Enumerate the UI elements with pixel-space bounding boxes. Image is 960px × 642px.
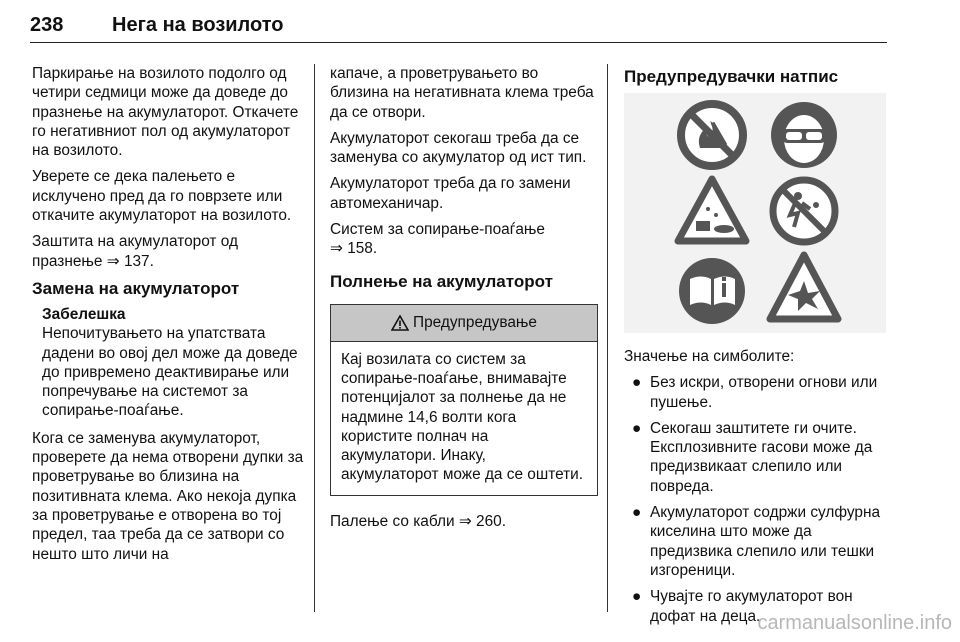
paragraph-vent: капаче, а проветрувањето во близина на негативната клема треба да се отвори. [330,65,594,121]
paragraph-same-type: Акумулаторот секогаш треба да се заменува со акумулатор од ист тип. [330,129,587,167]
page-header [30,8,887,43]
page-number: 238 [30,14,64,36]
warning-title: Предупредување [413,314,537,332]
warning-triangle-icon [391,315,409,331]
bullet-icon: ● [632,504,642,522]
heading-battery-charging: Полнење на акумулаторот [330,271,553,291]
page-ref-icon: ⇒ [330,240,343,258]
protection-text: Заштита на акумулаторот од празнење [32,233,238,270]
list-item-text: Чувајте го акумулаторот вон дофат на деца. [650,588,853,625]
list-item [624,503,886,580]
explosion-warning-icon [770,255,838,319]
eye-protection-icon [771,102,837,168]
paragraph-jump-start [330,512,598,531]
paragraph-ignition: Уверете се дека палењето е исклучено пред да го поврзете или откачите акумулаторот на возилото. [32,168,292,225]
note-block [32,305,304,421]
page-ref-link[interactable]: 260. [476,512,506,530]
warning-header [331,305,597,342]
bullet-icon: ● [632,588,642,606]
page-ref-icon: ⇒ [458,512,472,530]
symbols-list [624,373,886,626]
page-ref-link[interactable]: 137. [123,252,154,270]
list-item-text: Акумулаторот содржи сулфурна киселина што може да предизвика слепило или тешки изгореници. [650,504,881,579]
list-item [624,419,886,496]
column-divider [314,64,315,612]
read-manual-icon [679,258,745,324]
paragraph-stop-start [330,220,598,259]
jump-start-text: Палење со кабли [330,512,459,530]
note-text: Непочитувањето на упатствата дадени во овој дел може да доведе до привремено деактивирање или попречување на системот за сопирање-поаѓање. [42,325,298,420]
column-3 [624,64,886,633]
page-title: Нега на возилото [112,14,284,36]
column-2 [330,64,598,538]
symbols-intro: Значење на симболите: [624,348,795,365]
bullet-icon: ● [632,374,642,392]
note-title: Забелешка [42,305,126,323]
warning-text: Кај возилата со систем за сопирање-поаѓање, внимавајте потенцијалот за полнење да не надмине 14,6 волти кога користите полнач на акумулатори. Инаку, акумулаторот може да се оштети. [341,350,584,484]
bullet-icon: ● [632,419,642,437]
warning-signs-image [624,93,886,333]
no-children-icon [773,180,835,242]
heading-battery-replacement: Замена на акумулаторот [32,278,240,298]
no-fire-icon [681,104,743,166]
page-ref-link[interactable]: 158. [347,240,378,258]
paragraph-replacement: Кога се заменува акумулаторот, проверете да нема отворени дупки за проветрување во близина на позитивната клема. Ако некоја дупка за проветрување е отворена во тој предел, таа треба да се затвори со нешто што личи на [32,429,304,563]
heading-warning-label: Предупредувачки натпис [624,67,839,86]
list-item-text: Секогаш заштитете ги очите. Експлозивните гасови може да предизвикаат слепило или повреда. [650,419,873,495]
warning-box [330,304,598,496]
acid-warning-icon [678,179,746,241]
list-item [624,373,886,412]
list-item-text: Без искри, отворени огнови или пушење. [650,374,878,411]
paragraph-parking: Паркирање на возилото подолго од четири седмици може да доведе до празнење на акумулаторот. Откачете го негативниот пол од акумулаторот на возилото. [32,65,299,160]
page-ref-icon: ⇒ [106,252,120,270]
paragraph-protection [32,232,304,271]
paragraph-mechanic: Акумулаторот треба да го замени автомеханичар. [330,175,571,212]
stop-start-text: Систем за сопирање-поаѓање [330,221,545,239]
column-divider [607,64,608,612]
column-1 [32,64,304,571]
watermark: carmanualsonline.info [757,612,952,634]
